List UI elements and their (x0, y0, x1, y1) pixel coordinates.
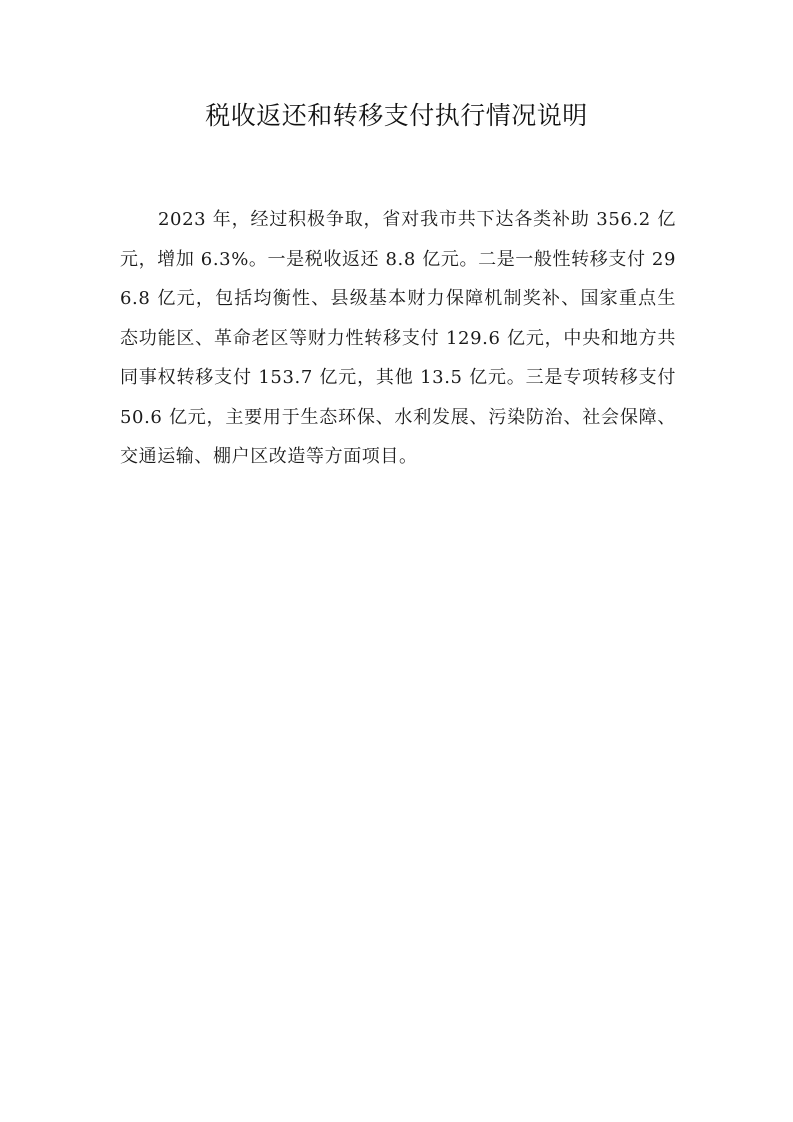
body-paragraph: 2023 年，经过积极争取，省对我市共下达各类补助 356.2 亿元，增加 6.3%。一是税收返还 8.8 亿元。二是一般性转移支付 296.8 亿元，包括均衡性、县级基本财力保障机制奖补、国家重点生态功能区、革命老区等财力性转移支付 129.6 亿元，中央和地方共同事权转移支付 153.7 亿元，其他 13.5 亿元。三是专项转移支付 50.6 亿元，主要用于生态环保、水利发展、污染防治、社会保障、交通运输、棚户区改造等方面项目。 (120, 209, 676, 467)
document-title: 税收返还和转移支付执行情况说明 (205, 101, 588, 130)
